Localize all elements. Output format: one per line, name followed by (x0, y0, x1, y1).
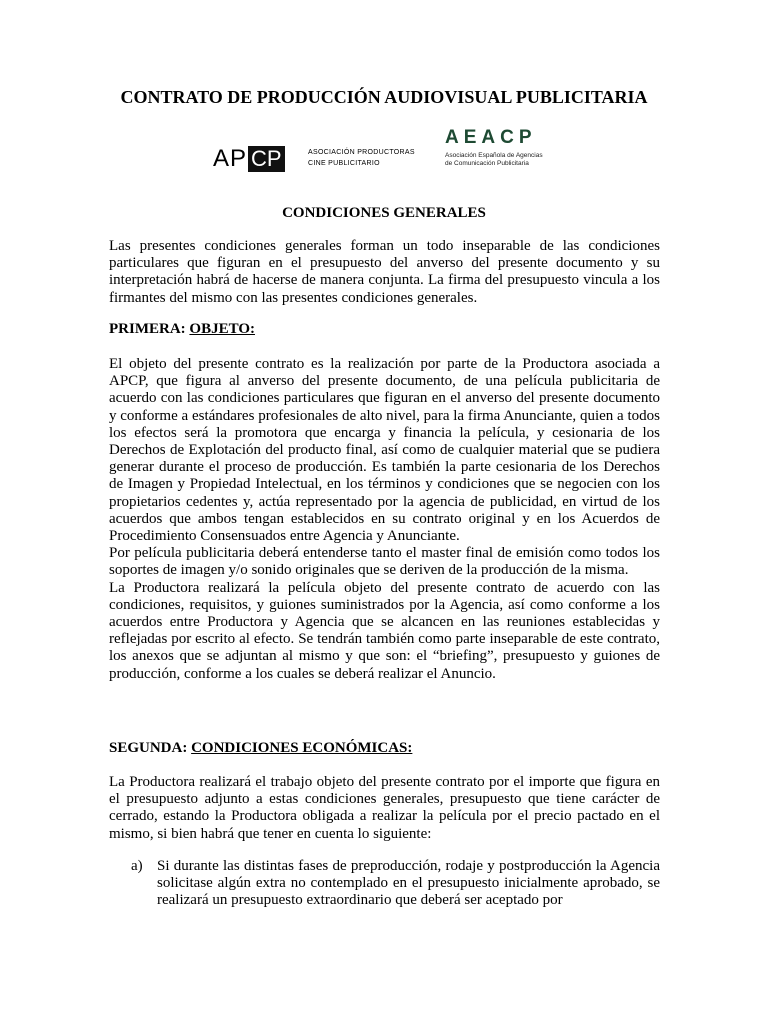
apcp-logo-text: ASOCIACIÓN PRODUCTORAS CINE PUBLICITARIO (308, 149, 415, 167)
section-segunda-body: La Productora realizará el trabajo objeto del presente contrato por el importe que figura en el presupuesto adjunto a estas condiciones generales, presupuesto que tiene carácter de cerrado, estando la Productora obligada a realizar la película por el precio pactado en el mismo, si bien habrá que tener en cuenta lo siguiente: (109, 774, 660, 842)
aeacp-logo-mark: AEACP (445, 127, 537, 148)
aeacp-logo-text: Asociación Española de Agencias de Comunicación Publicitaria (445, 152, 543, 167)
section-primera-body (109, 356, 660, 683)
general-conditions-heading: CONDICIONES GENERALES (282, 205, 486, 221)
apcp-logo-mark: AP CP (213, 146, 285, 172)
list-item-letter: a) (131, 858, 143, 874)
section-segunda-heading: SEGUNDA: CONDICIONES ECONÓMICAS: (109, 740, 413, 756)
apcp-logo (213, 143, 415, 175)
intro-paragraph: Las presentes condiciones generales forman un todo inseparable de las condiciones particulares que figuran en el presupuesto del anverso del presente documento y su interpretación habrá de hacerse de manera conjunta. La firma del presupuesto vincula a los firmantes del mismo con las presentes condiciones generales. (109, 238, 660, 306)
objeto-paragraph-3: La Productora realizará la película objeto del presente contrato de acuerdo con las condiciones, requisitos, y guiones suministrados por la Agencia, así como conforme a los acuerdos entre Productora y Agencia que se alcancen en las reuniones establecidas y reflejadas por escrito al efecto. Se tendrán también como parte inseparable de este contrato, los anexos que se adjuntan al mismo y que son: el “briefing”, presupuesto y guiones de producción, conforme a los cuales se deberá realizar el Anuncio. (109, 579, 660, 682)
aeacp-logo (445, 127, 565, 169)
section-primera-heading: PRIMERA: OBJETO: (109, 321, 255, 337)
document-title: CONTRATO DE PRODUCCIÓN AUDIOVISUAL PUBLICITARIA (120, 87, 648, 107)
objeto-paragraph-2: Por película publicitaria deberá entenderse tanto el master final de emisión como todos los soportes de imagen y/o sonido originales que se deriven de la producción de la misma. (109, 545, 660, 579)
list-item-text: Si durante las distintas fases de preproducción, rodaje y postproducción la Agencia solicitase algún extra no contemplado en el presupuesto inicialmente aprobado, se realizará un presupuesto extraordinario que deberá ser aceptado por (157, 858, 660, 909)
objeto-paragraph-1: El objeto del presente contrato es la realización por parte de la Productora asociada a APCP, que figura al anverso del presente documento, de una película publicitaria de acuerdo con las condiciones particulares que figuran en el anverso del presente documento y conforme a estándares profesionales de alto nivel, para la firma Anunciante, quien a todos los efectos será la promotora que encarga y financia la película, y cesionaria de los Derechos de Explotación del producto final, así como de cualquier material que se pudiera generar durante el proceso de producción. Es también la parte cesionaria de los Derechos de Imagen y Propiedad Intelectual, en los términos y condiciones que se negocien con los propietarios cedentes y, actúa representado por la agencia de publicidad, en virtud de los acuerdos que ambos tengan establecidos en su contrato original y en los Acuerdos de Procedimiento Consensuados entre Agencia y Anunciante. (109, 356, 660, 545)
